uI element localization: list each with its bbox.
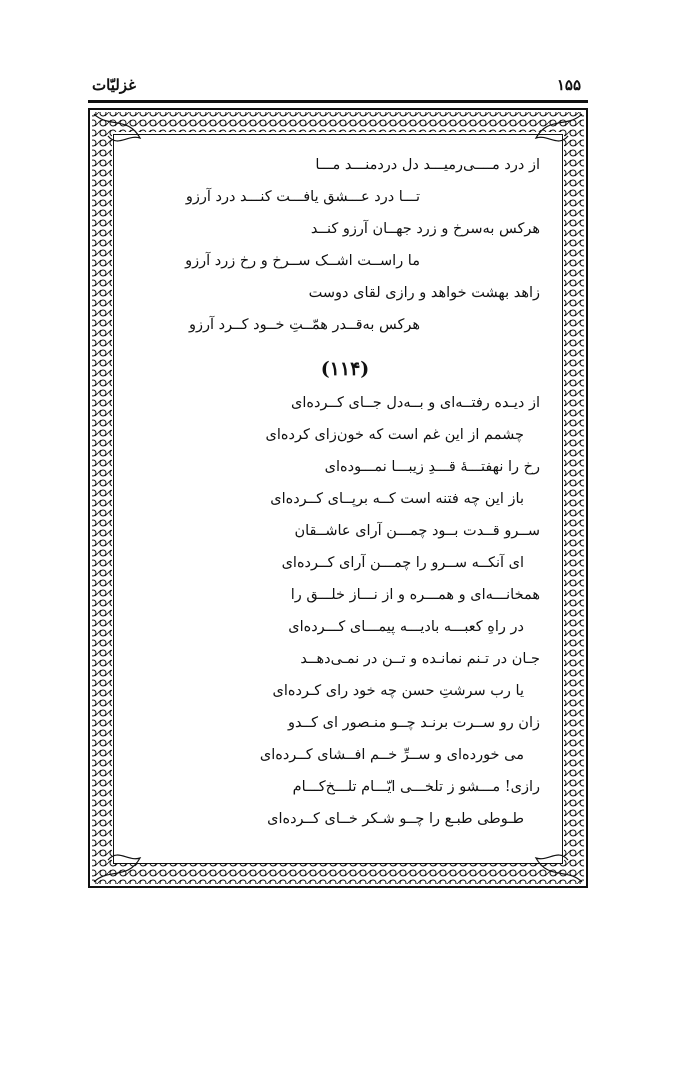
verse-line: باز این چه فتنه است کــه برپــای کــرده‌ای [270,491,524,507]
verse-line: ســرو قــدت بــود چمـــن آرای عاشــقان [294,523,540,539]
verse-line: تـــا درد عـــشق یافـــت کنـــد درد آرزو [185,189,420,205]
poem-number: (۱۱۴) [320,358,370,380]
verse-line: یا رب سرشتِ حسن چه خود رای کـرده‌ای [272,683,524,699]
verse-line: همخانـــه‌ای و همـــره و از نـــاز خلـــق را [290,587,540,603]
page-number: ۱۵۵ [556,76,581,94]
poem-main-block [150,388,540,1088]
header-rule [88,100,588,103]
verse-line: هرکس به‌قــدر همّــتِ خــود کــرد آرزو [189,317,420,333]
verse-line: از درد مــــی‌رمیـــد دل دردمنـــد مـــا [315,157,540,173]
verse-line: زان رو ســرت برنـد چــو منـصور ای کــدو [288,715,540,731]
verse-line: جـان در تـنم نمانـده و تــن در نمـی‌دهــد [300,651,540,667]
verse-line: از دیـده رفتــه‌ای و بــه‌دل جــای کــرده‌ای [291,395,540,411]
verse-line: در راهِ کعبـــه بادیـــه پیمـــای کـــرده‌ای [288,619,524,635]
section-title: غزلیّات [92,76,136,94]
verse-line: ما راســت اشــک ســرخ و رخ زرد آرزو [185,253,420,269]
verse-line: رخ را نهفتـــهٔ قـــدِ زیبـــا نمـــوده‌ای [324,459,540,475]
verse-line: هرکس به‌سرخ و زرد جهــان آرزو کنــد [310,221,540,237]
verse-line: چشمم از این غم است که خون‌زای کرده‌ای [265,427,524,443]
verse-line: رازی! مـــشو ز تلخـــی ایّـــام تلـــخ‌کـــام [292,779,540,795]
verse-line: زاهد بهشت خواهد و رازی لقای دوست [308,285,540,301]
verse-line: ای آنکــه ســرو را چمـــن آرای کــرده‌ای [281,555,524,571]
verse-line: می خورده‌ای و ســرِّ خــم افــشای کــرده‌ای [259,747,524,763]
verse-line: طـوطی طبـع را چــو شـکر خــای کــرده‌ای [267,811,524,827]
